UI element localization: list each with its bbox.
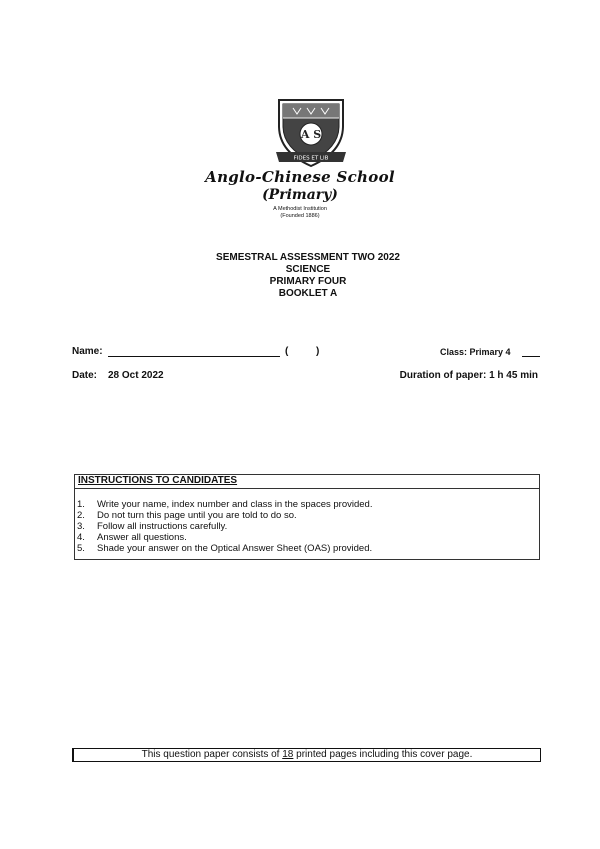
- instruction-item: 3. Follow all instructions carefully.: [77, 521, 228, 532]
- svg-text:A S: A S: [300, 128, 322, 141]
- exam-booklet: BOOKLET A: [278, 288, 338, 299]
- school-name: Anglo-Chinese School: [205, 168, 395, 186]
- duration-text: Duration of paper: 1 h 45 min: [399, 370, 538, 381]
- name-field[interactable]: [108, 356, 280, 357]
- class-label: Class: Primary 4: [440, 347, 511, 357]
- instruction-item: 4. Answer all questions.: [77, 532, 187, 543]
- date-value: 28 Oct 2022: [108, 370, 164, 381]
- name-label: Name:: [72, 346, 103, 357]
- instructions-divider: [74, 488, 540, 489]
- school-founded: (Founded 1886): [280, 213, 320, 219]
- instruction-item: 5. Shade your answer on the Optical Answer Sheet (OAS) provided.: [77, 543, 373, 554]
- crest-ribbon-text: FIDES ET LIB: [293, 155, 329, 162]
- exam-level: PRIMARY FOUR: [269, 276, 347, 287]
- date-label: Date:: [72, 370, 98, 381]
- page-count-note: This question paper consists of 18 printed pages including this cover page.: [141, 749, 473, 760]
- index-close-paren: ): [316, 346, 320, 357]
- school-tagline: A Methodist Institution: [273, 206, 327, 212]
- exam-subject: SCIENCE: [285, 264, 331, 275]
- instruction-item: 1. Write your name, index number and class in the spaces provided.: [77, 499, 373, 510]
- exam-title: SEMESTRAL ASSESSMENT TWO 2022: [216, 252, 400, 263]
- school-crest-logo: [273, 96, 349, 172]
- instructions-heading: INSTRUCTIONS TO CANDIDATES: [78, 475, 238, 486]
- class-field[interactable]: [522, 356, 540, 357]
- index-open-paren: (: [285, 346, 289, 357]
- instruction-item: 2. Do not turn this page until you are told to do so.: [77, 510, 297, 521]
- page-count: 18: [282, 749, 294, 760]
- school-section: (Primary): [262, 187, 338, 203]
